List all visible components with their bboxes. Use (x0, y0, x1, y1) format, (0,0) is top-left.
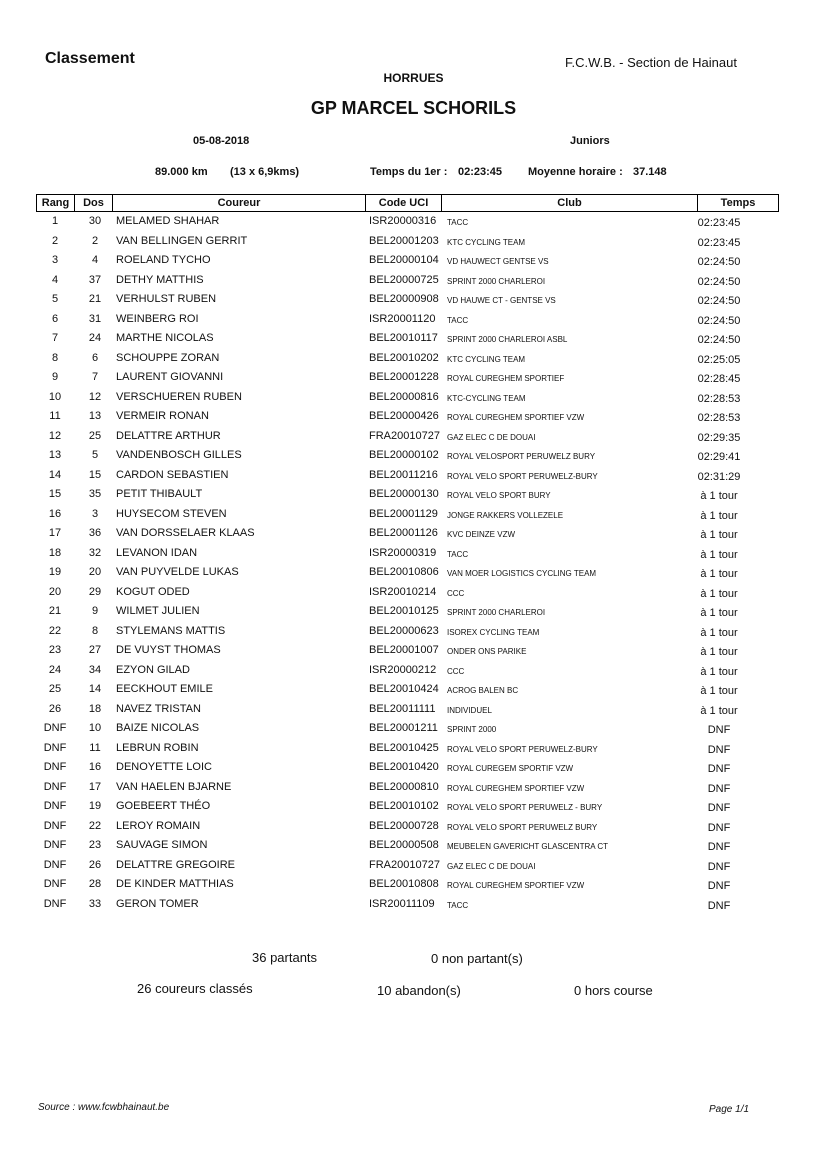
uci-code: BEL20011216 (369, 468, 438, 481)
table-row (36, 583, 779, 603)
rider-name: MARTHE NICOLAS (116, 332, 214, 344)
uci-code: BEL20010425 (369, 741, 439, 754)
time: 02:28:53 (697, 412, 741, 424)
bib: 33 (88, 897, 102, 910)
club: ROYAL VELO SPORT PERUWELZ BURY (447, 822, 598, 832)
table-row (36, 388, 779, 408)
bib: 3 (91, 507, 99, 520)
bib: 17 (88, 780, 102, 793)
time: DNF (707, 782, 731, 795)
rider-name: CARDON SEBASTIEN (116, 468, 229, 481)
club: ROYAL VELO SPORT BURY (447, 491, 551, 500)
time: 02:24:50 (697, 256, 741, 268)
col-dos: Dos (75, 195, 113, 211)
uci-code: BEL20010424 (369, 683, 439, 695)
bib: 18 (88, 702, 102, 715)
table-row (36, 212, 779, 232)
rider-name: WILMET JULIEN (116, 605, 200, 617)
time: 02:25:05 (697, 353, 741, 366)
rider-name: VAN BELLINGEN GERRIT (116, 234, 248, 247)
uci-code: BEL20000810 (369, 780, 439, 793)
club: SPRINT 2000 (447, 725, 497, 734)
rank: 17 (48, 527, 62, 539)
rank: DNF (43, 819, 67, 832)
rank: DNF (43, 897, 67, 910)
rank: DNF (43, 878, 67, 890)
rider-name: SAUVAGE SIMON (116, 839, 208, 851)
bib: 26 (88, 858, 102, 871)
bib: 31 (88, 312, 102, 325)
rank: 19 (48, 566, 62, 578)
winner-time-label: Temps du 1er : (370, 166, 448, 178)
rider-name: GERON TOMER (116, 897, 199, 910)
table-row (36, 856, 779, 876)
organisation: F.C.W.B. - Section de Hainaut (565, 55, 737, 70)
time: 02:24:50 (697, 275, 741, 288)
uci-code: BEL20001203 (369, 234, 439, 247)
rider-name: VAN DORSSELAER KLAAS (116, 527, 255, 539)
uci-code: BEL20001211 (369, 722, 438, 734)
uci-code: ISR20011109 (369, 897, 435, 910)
bib: 28 (88, 878, 102, 890)
bib: 29 (88, 585, 102, 598)
club: ROYAL CUREGHEM SPORTIEF VZW (447, 413, 585, 422)
table-row (36, 407, 779, 427)
uci-code: BEL20001007 (369, 644, 439, 656)
rider-name: LEROY ROMAIN (116, 819, 201, 832)
rank: 13 (48, 449, 62, 461)
rank: 15 (48, 488, 62, 500)
bib: 35 (88, 488, 102, 500)
club: TACC (447, 900, 469, 910)
club: KTC CYCLING TEAM (447, 354, 526, 364)
bib: 4 (91, 254, 99, 266)
uci-code: BEL20010202 (369, 351, 439, 364)
rank: 8 (51, 351, 59, 364)
time: DNF (707, 899, 731, 912)
time: 02:28:53 (697, 392, 741, 405)
club: SPRINT 2000 CHARLEROI (447, 608, 546, 617)
table-row (36, 778, 779, 798)
non-starters-count: 0 non partant(s) (431, 951, 523, 966)
uci-code: BEL20000508 (369, 839, 439, 851)
time: 02:23:45 (697, 217, 741, 229)
bib: 36 (88, 527, 102, 539)
time: 02:24:50 (697, 314, 741, 327)
rider-name: HUYSECOM STEVEN (116, 507, 227, 520)
rider-name: BAIZE NICOLAS (116, 722, 200, 734)
uci-code: BEL20010125 (369, 605, 439, 617)
rank: DNF (43, 761, 67, 773)
rank: DNF (43, 722, 67, 734)
time: DNF (707, 860, 731, 873)
rider-name: LEBRUN ROBIN (116, 741, 199, 754)
rank: 2 (51, 234, 59, 247)
rider-name: DE KINDER MATTHIAS (116, 878, 234, 890)
uci-code: BEL20001126 (369, 527, 438, 539)
uci-code: BEL20000816 (369, 390, 439, 403)
race-laps: (13 x 6,9kms) (230, 166, 300, 178)
table-row (36, 251, 779, 271)
col-rang: Rang (37, 195, 75, 211)
bib: 15 (88, 468, 102, 481)
club: ROYAL CUREGEM SPORTIF VZW (447, 764, 574, 773)
table-row (36, 797, 779, 817)
race-place: HORRUES (383, 71, 444, 85)
uci-code: ISR20001120 (369, 312, 436, 325)
rank: 20 (48, 585, 62, 598)
bib: 16 (88, 761, 102, 773)
club: ONDER ONS PARIKE (447, 647, 527, 656)
rank: DNF (43, 741, 67, 754)
rank: 16 (48, 507, 62, 520)
rank: DNF (43, 839, 67, 851)
table-row (36, 544, 779, 564)
rank: DNF (43, 858, 67, 871)
club: VD HAUWECT GENTSE VS (447, 257, 549, 266)
time: à 1 tour (700, 704, 738, 717)
col-temps: Temps (720, 197, 756, 209)
uci-code: FRA20010727 (369, 858, 440, 871)
bib: 11 (89, 741, 101, 754)
race-distance: 89.000 km (155, 166, 208, 178)
out-of-race-count: 0 hors course (574, 983, 653, 998)
club: ROYAL VELO SPORT PERUWELZ-BURY (447, 471, 598, 481)
club: ACROG BALEN BC (447, 686, 519, 695)
table-row (36, 349, 779, 369)
time: 02:31:29 (697, 470, 741, 483)
uci-code: BEL20000104 (369, 254, 439, 266)
time: à 1 tour (700, 646, 738, 658)
rank: 4 (51, 273, 59, 286)
rider-name: WEINBERG ROI (116, 312, 199, 325)
bib: 24 (88, 332, 102, 344)
uci-code: BEL20000102 (369, 449, 439, 461)
bib: 13 (88, 410, 102, 422)
club: SPRINT 2000 CHARLEROI ASBL (447, 335, 568, 344)
table-row (36, 329, 779, 349)
results-table (36, 212, 779, 914)
rank: 3 (51, 254, 59, 266)
rank: 14 (48, 468, 62, 481)
bib: 10 (88, 722, 102, 734)
table-header (36, 194, 779, 212)
table-row (36, 563, 779, 583)
bib: 8 (91, 624, 99, 637)
rank: DNF (43, 800, 67, 812)
club: KTC-CYCLING TEAM (447, 393, 526, 403)
winner-time: 02:23:45 (458, 166, 503, 178)
club: CCC (447, 588, 465, 598)
time: 02:28:45 (697, 373, 741, 385)
uci-code: ISR20000212 (369, 663, 437, 676)
club: TACC (447, 549, 469, 559)
uci-code: BEL20000130 (369, 488, 439, 500)
uci-code: BEL20000725 (369, 273, 439, 286)
table-row (36, 427, 779, 447)
time: 02:29:41 (697, 451, 741, 463)
rider-name: EECKHOUT EMILE (116, 683, 213, 695)
time: 02:29:35 (697, 431, 741, 444)
uci-code: BEL20010420 (369, 761, 439, 773)
bib: 9 (91, 605, 99, 617)
rank: 6 (51, 312, 59, 325)
table-row (36, 739, 779, 759)
table-row (36, 290, 779, 310)
time: DNF (707, 821, 731, 834)
uci-code: ISR20000319 (369, 546, 437, 559)
rider-name: VERHULST RUBEN (116, 293, 217, 305)
rider-name: VANDENBOSCH GILLES (116, 449, 242, 461)
rank: 12 (48, 429, 62, 442)
time: à 1 tour (700, 587, 738, 600)
club: MEUBELEN GAVERICHT GLASCENTRA CT (447, 842, 609, 851)
club: VAN MOER LOGISTICS CYCLING TEAM (447, 569, 597, 578)
uci-code: BEL20011111 (369, 702, 436, 715)
bib: 6 (91, 351, 99, 364)
table-row (36, 661, 779, 681)
bib: 30 (88, 215, 102, 227)
table-row (36, 485, 779, 505)
club: TACC (447, 218, 469, 227)
bib: 34 (88, 663, 102, 676)
table-row (36, 700, 779, 720)
uci-code: BEL20010117 (369, 332, 438, 344)
rider-name: ROELAND TYCHO (116, 254, 211, 266)
time: à 1 tour (700, 568, 738, 580)
rank: 18 (48, 546, 62, 559)
club: VD HAUWE CT - GENTSE VS (447, 296, 556, 305)
time: DNF (707, 880, 731, 892)
rider-name: DELATTRE GREGOIRE (116, 858, 235, 871)
time: DNF (707, 802, 731, 814)
bib: 32 (88, 546, 102, 559)
rider-name: LAURENT GIOVANNI (116, 371, 224, 383)
rider-name: VERMEIR RONAN (116, 410, 209, 422)
rider-name: DENOYETTE LOIC (116, 761, 212, 773)
club: KVC DEINZE VZW (447, 530, 516, 539)
uci-code: ISR20010214 (369, 585, 437, 598)
rank: 23 (48, 644, 62, 656)
table-row (36, 368, 779, 388)
club: SPRINT 2000 CHARLEROI (447, 276, 546, 286)
time: DNF (707, 841, 731, 853)
club: INDIVIDUEL (447, 705, 492, 715)
table-row (36, 817, 779, 837)
club: CCC (447, 666, 465, 676)
club: ROYAL CUREGHEM SPORTIEF VZW (447, 783, 585, 793)
club: ROYAL VELO SPORT PERUWELZ-BURY (447, 744, 598, 754)
rider-name: MELAMED SHAHAR (116, 215, 220, 227)
rider-name: SCHOUPPE ZORAN (116, 351, 220, 364)
club: ROYAL VELO SPORT PERUWELZ - BURY (447, 803, 603, 812)
page-title: Classement (45, 50, 135, 67)
rider-name: PETIT THIBAULT (116, 488, 203, 500)
rank: 24 (48, 663, 62, 676)
table-row (36, 232, 779, 252)
table-row (36, 622, 779, 642)
rider-name: GOEBEERT THÉO (116, 800, 211, 812)
bib: 27 (88, 644, 102, 656)
bib: 23 (88, 839, 102, 851)
rider-name: DELATTRE ARTHUR (116, 429, 221, 442)
rank: 21 (48, 605, 62, 617)
table-row (36, 836, 779, 856)
time: à 1 tour (700, 607, 738, 619)
rider-name: LEVANON IDAN (116, 546, 198, 559)
club: ROYAL CUREGHEM SPORTIEF (447, 374, 565, 383)
table-row (36, 310, 779, 330)
uci-code: BEL20010808 (369, 878, 439, 890)
uci-code: ISR20000316 (369, 215, 437, 227)
rank: 1 (51, 215, 59, 227)
abandons-count: 10 abandon(s) (377, 983, 461, 998)
table-row (36, 895, 779, 915)
rank: 26 (48, 702, 62, 715)
rider-name: DE VUYST THOMAS (116, 644, 221, 656)
bib: 2 (91, 234, 99, 247)
club: ISOREX CYCLING TEAM (447, 627, 540, 637)
rider-name: VAN PUYVELDE LUKAS (116, 566, 239, 578)
time: à 1 tour (700, 490, 738, 502)
uci-code: BEL20001228 (369, 371, 439, 383)
rank: 7 (51, 332, 59, 344)
time: 02:23:45 (697, 236, 741, 249)
time: à 1 tour (700, 685, 738, 697)
rider-name: KOGUT ODED (116, 585, 190, 598)
rank: 25 (48, 683, 62, 695)
rider-name: EZYON GILAD (116, 663, 190, 676)
bib: 5 (91, 449, 99, 461)
club: GAZ ELEC C DE DOUAI (447, 432, 536, 442)
bib: 21 (88, 293, 102, 305)
uci-code: BEL20000908 (369, 293, 439, 305)
source-footer: Source : www.fcwbhainaut.be (38, 1102, 170, 1113)
club: GAZ ELEC C DE DOUAI (447, 861, 536, 871)
table-row (36, 875, 779, 895)
table-row (36, 641, 779, 661)
bib: 20 (88, 566, 102, 578)
table-row (36, 758, 779, 778)
race-name: GP MARCEL SCHORILS (310, 98, 517, 118)
table-row (36, 719, 779, 739)
table-row (36, 602, 779, 622)
club: JONGE RAKKERS VOLLEZELE (447, 510, 564, 520)
club: ROYAL VELOSPORT PERUWELZ BURY (447, 452, 596, 461)
rider-name: VERSCHUEREN RUBEN (116, 390, 242, 403)
time: 02:24:50 (697, 334, 741, 346)
race-date: 05-08-2018 (193, 135, 250, 147)
uci-code: BEL20000728 (369, 819, 439, 832)
rider-name: STYLEMANS MATTIS (116, 624, 226, 637)
rider-name: DETHY MATTHIS (116, 273, 204, 286)
starters-count: 36 partants (252, 950, 318, 965)
rank: 10 (48, 390, 62, 403)
club: ROYAL CUREGHEM SPORTIEF VZW (447, 881, 585, 890)
time: à 1 tour (700, 626, 738, 639)
table-row (36, 524, 779, 544)
table-row (36, 505, 779, 525)
time: 02:24:50 (697, 295, 741, 307)
bib: 37 (88, 273, 102, 286)
table-row (36, 680, 779, 700)
uci-code: BEL20000623 (369, 624, 439, 637)
time: à 1 tour (700, 509, 738, 522)
club: TACC (447, 315, 469, 325)
time: DNF (707, 763, 731, 775)
uci-code: BEL20010102 (369, 800, 439, 812)
table-row (36, 271, 779, 291)
club: KTC CYCLING TEAM (447, 237, 526, 247)
rank: 5 (51, 293, 59, 305)
uci-code: BEL20000426 (369, 410, 439, 422)
uci-code: BEL20001129 (369, 507, 438, 520)
classified-count: 26 coureurs classés (137, 981, 253, 996)
col-code-uci: Code UCI (366, 195, 442, 211)
rank: 11 (49, 410, 61, 422)
rank: 22 (48, 624, 62, 637)
bib: 14 (88, 683, 102, 695)
page-number: Page 1/1 (709, 1104, 750, 1115)
bib: 7 (91, 371, 99, 383)
col-club: Club (442, 195, 698, 211)
col-coureur: Coureur (113, 195, 366, 211)
rank: DNF (43, 780, 67, 793)
table-row (36, 446, 779, 466)
time: à 1 tour (700, 529, 738, 541)
rider-name: VAN HAELEN BJARNE (116, 780, 232, 793)
bib: 12 (88, 390, 102, 403)
race-category: Juniors (570, 135, 610, 147)
avg-speed-label: Moyenne horaire : (528, 166, 623, 178)
rank: 9 (51, 371, 59, 383)
time: DNF (707, 743, 731, 756)
avg-speed: 37.148 (633, 166, 667, 178)
time: à 1 tour (700, 548, 738, 561)
time: DNF (707, 724, 731, 736)
table-row (36, 466, 779, 486)
bib: 22 (88, 819, 102, 832)
time: à 1 tour (700, 665, 738, 678)
uci-code: FRA20010727 (369, 429, 440, 442)
uci-code: BEL20010806 (369, 566, 439, 578)
bib: 19 (88, 800, 102, 812)
bib: 25 (88, 429, 102, 442)
rider-name: NAVEZ TRISTAN (116, 702, 201, 715)
